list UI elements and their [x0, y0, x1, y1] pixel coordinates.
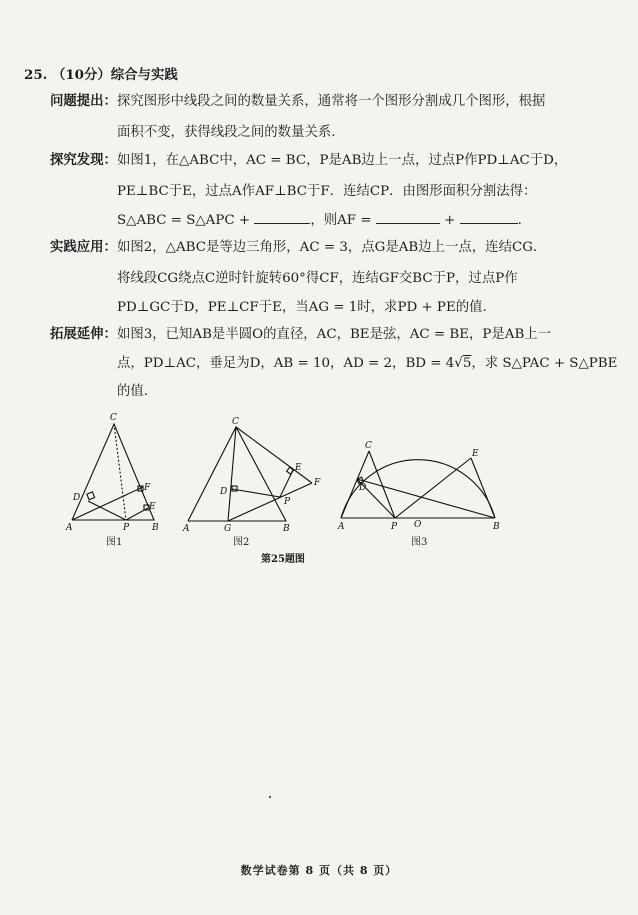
application-line3: PD⊥GC于D，PE⊥CF于E，当AG = 1时，求PD + PE的值.: [117, 300, 487, 315]
discovery-line3: [117, 209, 522, 228]
discovery-section: [50, 151, 567, 170]
question-score-title: （10分）综合与实践: [51, 67, 178, 83]
sqrt-symbol: √: [454, 356, 463, 371]
sqrt-radicand: 5: [462, 356, 472, 371]
application-line2: 将线段CG绕点C逆时针旋转60°得CF，连结GF交BC于P，过点P作: [117, 271, 518, 286]
figure-3: [333, 418, 508, 536]
fig2-label-c: C: [232, 417, 239, 427]
figure-group-caption: 第25题图: [261, 554, 305, 565]
fig1-label-a: A: [66, 523, 73, 533]
discovery-line1: 如图1，在△ABC中，AC = BC，P是AB边上一点，过点P作PD⊥AC于D，: [116, 153, 568, 168]
figure-2: [180, 415, 325, 537]
fig1-label-p: P: [123, 523, 130, 533]
answer-blank-3[interactable]: [460, 211, 518, 224]
fig1-label-e: E: [149, 502, 156, 512]
discovery-formula-d: .: [517, 213, 522, 228]
extension-line2-a: 点，PD⊥AC，垂足为D，AB = 10，AD = 2，BD = 4: [117, 356, 455, 371]
figure-1: [60, 408, 170, 538]
page-speck: [269, 796, 271, 798]
question-number: 25.: [24, 67, 48, 83]
problem-section: [50, 92, 545, 111]
extension-line3: 的值.: [117, 384, 149, 399]
answer-blank-1[interactable]: [254, 211, 310, 224]
fig1-label-b: B: [152, 523, 159, 533]
fig1-label-f: F: [144, 483, 151, 493]
fig3-caption: 图3: [411, 537, 428, 548]
fig1-label-d: D: [73, 493, 81, 503]
discovery-formula-c: +: [439, 213, 460, 228]
extension-line2-b: ，求 S△PAC + S△PBE: [471, 356, 618, 371]
discovery-formula-a: S△ABC = S△APC +: [117, 213, 255, 228]
fig1-label-c: C: [110, 413, 117, 423]
extension-section: [50, 325, 551, 344]
fig2-label-a: A: [183, 524, 190, 534]
fig3-label-a: A: [338, 522, 345, 532]
answer-blank-2[interactable]: [376, 211, 440, 224]
problem-line2: 面积不变，获得线段之间的数量关系.: [117, 125, 336, 140]
fig2-label-g: G: [224, 524, 232, 534]
fig3-label-c: C: [365, 441, 372, 451]
page-footer: 数学试卷第 8 页（共 8 页）: [240, 864, 398, 877]
fig2-caption: 图2: [233, 537, 250, 548]
problem-label: 问题提出：: [50, 93, 117, 109]
fig3-label-b: B: [493, 522, 500, 532]
fig2-label-p: P: [284, 497, 291, 507]
fig3-label-o: O: [414, 520, 422, 530]
fig2-label-e: E: [295, 463, 302, 473]
fig2-label-f: F: [314, 478, 321, 488]
application-label: 实践应用：: [50, 239, 117, 255]
fig2-label-b: B: [283, 524, 290, 534]
fig3-label-d: D: [359, 483, 367, 493]
question-header: [24, 64, 178, 83]
extension-line2: [117, 352, 617, 371]
discovery-formula-b: ，则AF =: [310, 213, 376, 228]
fig2-label-d: D: [220, 487, 228, 497]
problem-line1: 探究图形中线段之间的数量关系，通常将一个图形分割成几个图形，根据: [116, 94, 546, 109]
application-section: [50, 238, 546, 257]
fig1-caption: 图1: [106, 537, 123, 548]
application-line1: 如图2，△ABC是等边三角形，AC = 3，点G是AB边上一点，连结CG．: [116, 240, 547, 255]
extension-label: 拓展延伸：: [50, 326, 117, 342]
extension-line1: 如图3，已知AB是半圆O的直径，AC，BE是弦，AC = BE，P是AB上一: [116, 327, 552, 342]
fig3-label-e: E: [472, 449, 479, 459]
fig3-label-p: P: [391, 522, 398, 532]
discovery-line2: PE⊥BC于E，过点A作AF⊥BC于F．连结CP．由图形面积分割法得：: [117, 184, 537, 199]
discovery-label: 探究发现：: [50, 152, 117, 168]
